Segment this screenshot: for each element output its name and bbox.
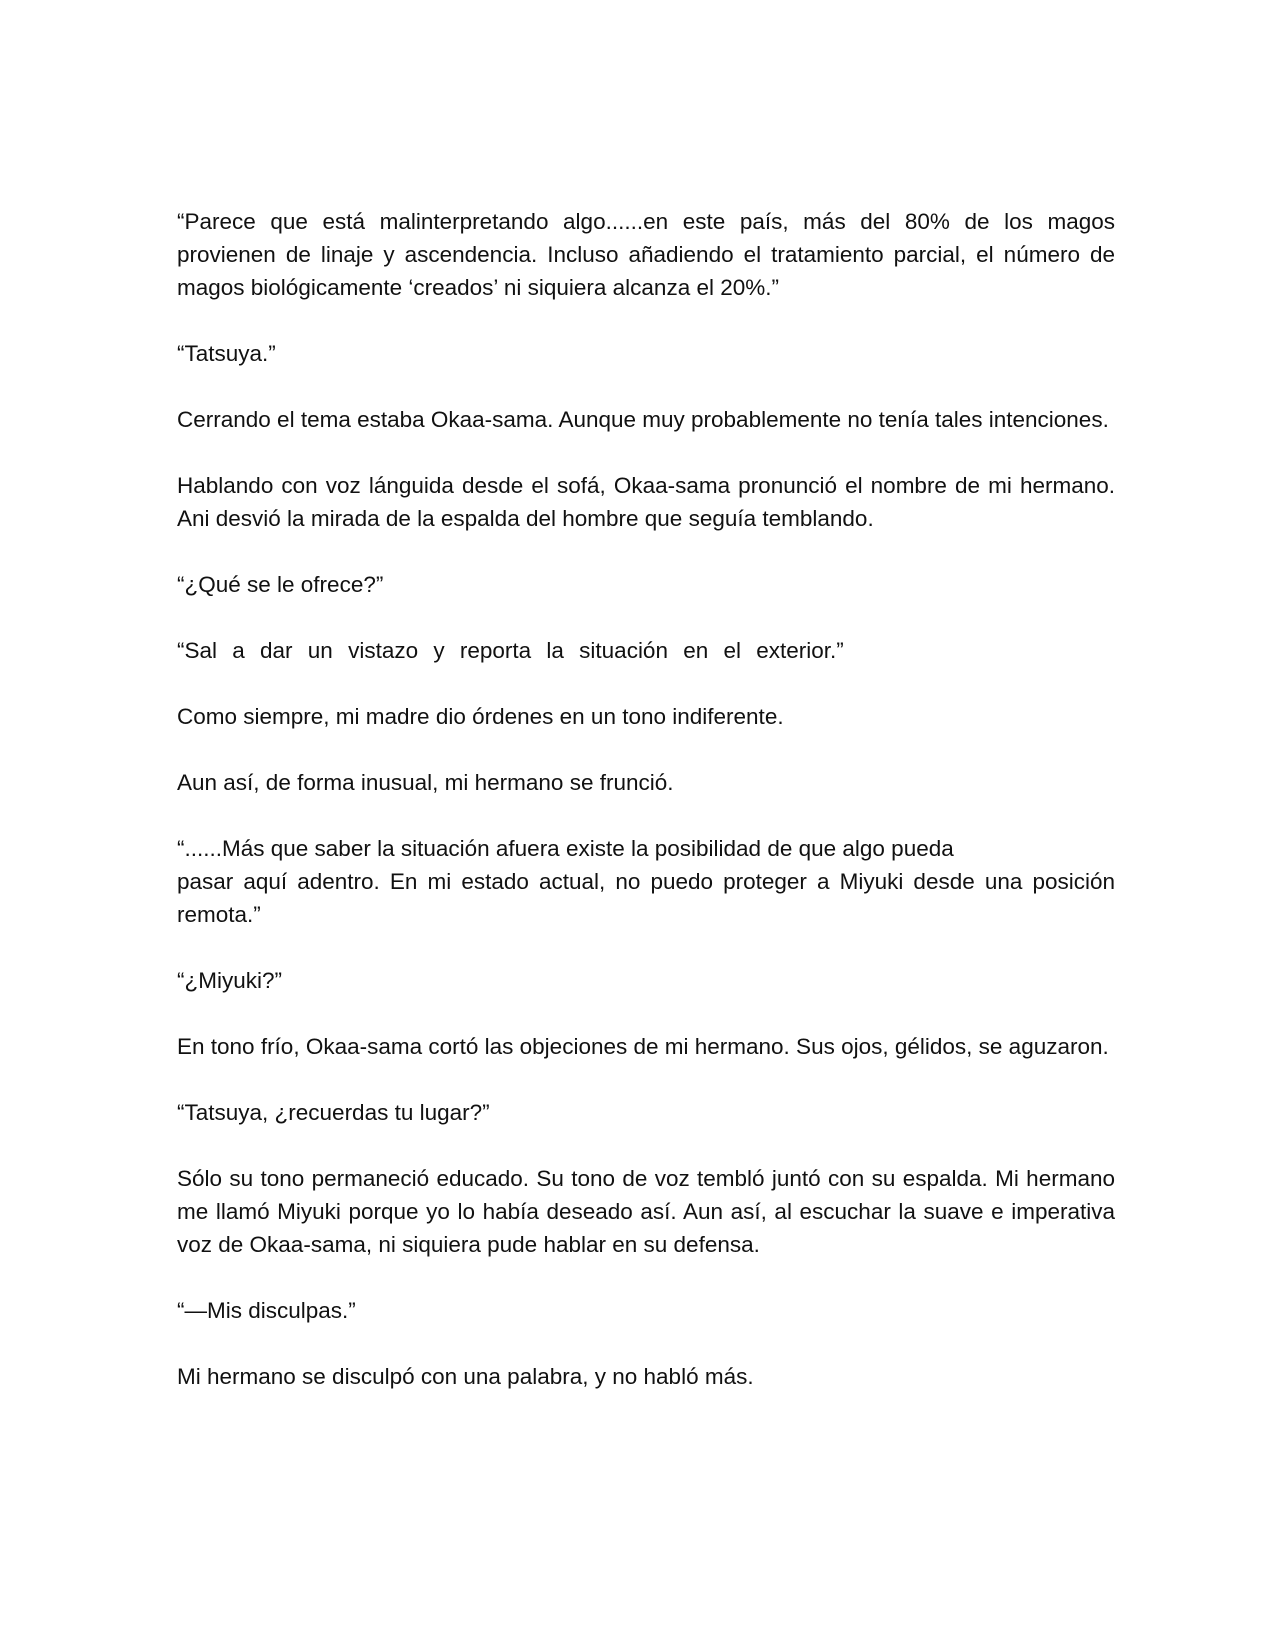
paragraph: “¿Miyuki?” (177, 968, 282, 993)
paragraph: “Parece que está malinterpretando algo......en este país, más del 80% de los magos provienen de linaje y ascendencia. Incluso añadiendo el tratamiento parcial, el número de magos biológicamente ‘creados’ ni siquiera alcanza el 20%.” (177, 209, 1115, 300)
paragraph: “¿Qué se le ofrece?” (177, 572, 384, 597)
paragraph: En tono frío, Okaa-sama cortó las objeciones de mi hermano. Sus ojos, gélidos, se aguzaron. (177, 1034, 1109, 1059)
paragraph: “Tatsuya.” (177, 341, 276, 366)
paragraph: “—Mis disculpas.” (177, 1298, 356, 1323)
paragraph-continuation: pasar aquí adentro. En mi estado actual, no puedo proteger a Miyuki desde una posición remota.” (177, 869, 1115, 927)
paragraph-first-line: “......Más que saber la situación afuera existe la posibilidad de que algo pueda (177, 836, 954, 861)
paragraph (177, 832, 1115, 931)
paragraph: Sólo su tono permaneció educado. Su tono de voz tembló juntó con su espalda. Mi hermano me llamó Miyuki porque yo lo había deseado así. Aun así, al escuchar la suave e imperativa voz de Okaa-sama, ni siquiera pude hablar en su defensa. (177, 1166, 1115, 1257)
paragraph: Cerrando el tema estaba Okaa-sama. Aunque muy probablemente no tenía tales intenciones. (177, 407, 1109, 432)
paragraph: Hablando con voz lánguida desde el sofá, Okaa-sama pronunció el nombre de mi hermano. Ani desvió la mirada de la espalda del hombre que seguía temblando. (177, 473, 1115, 531)
paragraph: Aun así, de forma inusual, mi hermano se frunció. (177, 770, 674, 795)
paragraph: “Sal a dar un vistazo y reporta la situación en el exterior.” (177, 638, 844, 663)
body-text (177, 205, 1115, 1426)
paragraph: “Tatsuya, ¿recuerdas tu lugar?” (177, 1100, 490, 1125)
paragraph: Como siempre, mi madre dio órdenes en un tono indiferente. (177, 704, 784, 729)
paragraph: Mi hermano se disculpó con una palabra, y no habló más. (177, 1364, 754, 1389)
